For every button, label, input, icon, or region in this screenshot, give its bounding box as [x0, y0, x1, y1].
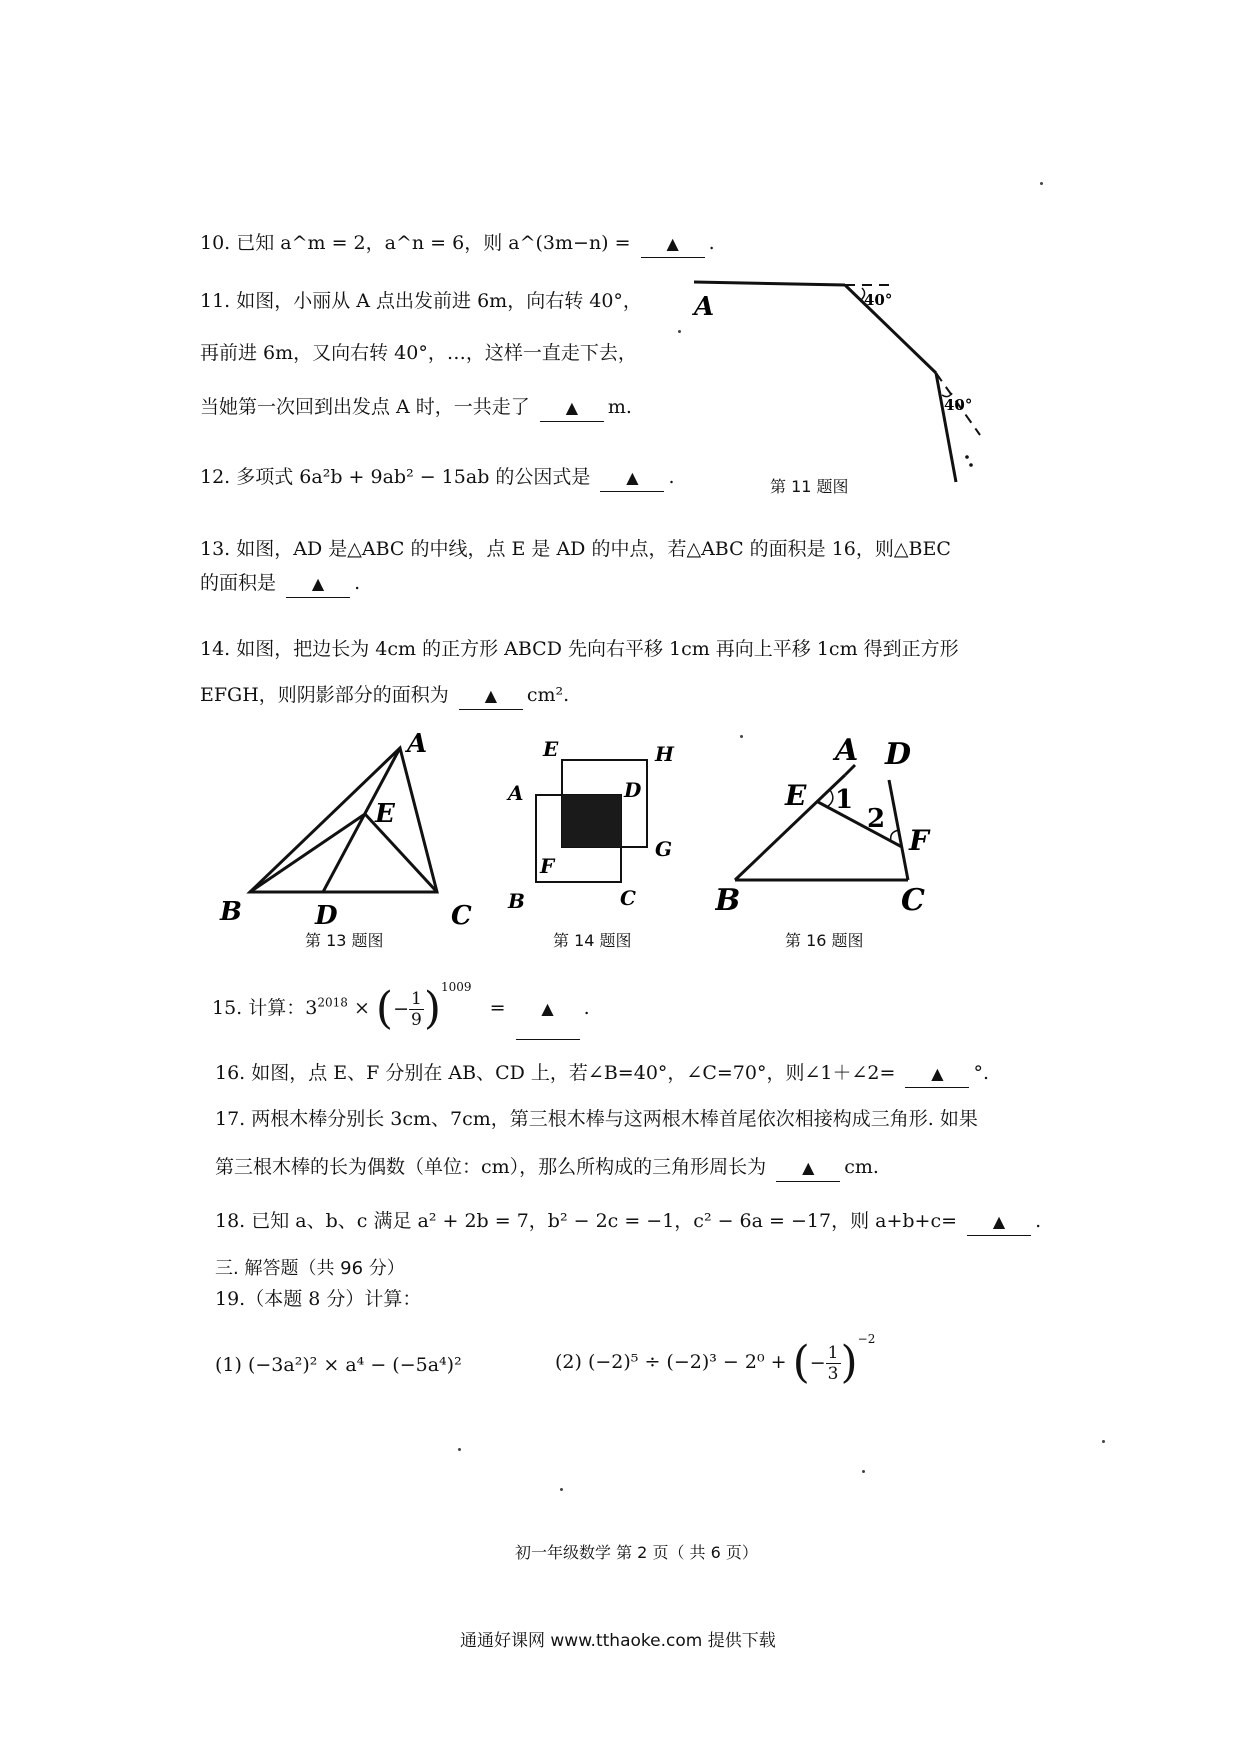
- answer-blank: ▲: [776, 1154, 840, 1182]
- question-11-line1: 11. 如图，小丽从 A 点出发前进 6m，向右转 40°，: [200, 290, 642, 312]
- fig13-label-e: E: [375, 799, 395, 829]
- question-17-line2: 第三根木棒的长为偶数（单位：cm），那么所构成的三角形周长为 ▲ cm.: [215, 1154, 879, 1182]
- figure-11: [680, 260, 990, 490]
- question-10: 10. 已知 a^m = 2，a^n = 6，则 a^(3m−n) = ▲ .: [200, 230, 715, 258]
- answer-blank: ▲: [641, 230, 705, 258]
- fig14-label-c: C: [620, 886, 636, 910]
- fraction: $\frac{1}{3}$: [827, 1342, 839, 1384]
- fig16-angle-2: 2: [867, 804, 886, 834]
- fig14-label-d: D: [624, 778, 642, 802]
- fig14-label-h: H: [655, 742, 674, 766]
- caption-fig16: 第 16 题图: [785, 931, 864, 950]
- section-heading: 三. 解答题（共 96 分）: [215, 1258, 405, 1279]
- question-18: 18. 已知 a、b、c 满足 a² + 2b = 7，b² − 2c = −1，c² − 6a = −17，则 a+b+c= ▲ .: [215, 1208, 1041, 1236]
- question-14-line2: EFGH，则阴影部分的面积为 ▲ cm².: [200, 682, 569, 710]
- fig11-angle-2: 40°: [944, 396, 973, 414]
- fig11-angle-1: 40°: [864, 291, 893, 309]
- fig16-label-d: D: [885, 737, 912, 772]
- fig16-label-f: F: [909, 824, 929, 857]
- watermark: 通通好课网 www.tthaoke.com 提供下载: [460, 1631, 776, 1651]
- question-16: 16. 如图，点 E、F 分别在 AB、CD 上，若∠B=40°，∠C=70°，则∠1＋∠2= ▲ °.: [215, 1060, 989, 1088]
- question-14-line1: 14. 如图，把边长为 4cm 的正方形 ABCD 先向右平移 1cm 再向上平移 1cm 得到正方形: [200, 638, 959, 660]
- page-footer: 初一年级数学 第 2 页（ 共 6 页）: [515, 1543, 758, 1562]
- fig16-label-e: E: [785, 779, 807, 812]
- answer-blank: ▲: [459, 682, 523, 710]
- answer-blank: ▲: [967, 1208, 1031, 1236]
- question-19-part-1: (1) (−3a²)² × a⁴ − (−5a⁴)²: [215, 1354, 462, 1376]
- question-13-line1: 13. 如图，AD 是△ABC 的中线，点 E 是 AD 的中点，若△ABC 的面积是 16，则△BEC: [200, 538, 951, 560]
- fig14-label-e: E: [543, 737, 559, 761]
- fig13-label-c: C: [451, 901, 472, 930]
- fig14-label-a: A: [508, 781, 524, 805]
- fig14-label-f: F: [540, 854, 555, 878]
- question-19-title: 19.（本题 8 分）计算：: [215, 1288, 422, 1310]
- caption-fig13: 第 13 题图: [305, 931, 384, 950]
- question-10-text: 10. 已知 a^m = 2，a^n = 6，则 a^(3m−n) =: [200, 232, 631, 254]
- question-11-line2: 再前进 6m，又向右转 40°，…，这样一直走下去，: [200, 342, 637, 364]
- fig13-label-a: A: [407, 730, 428, 759]
- caption-fig11: 第 11 题图: [770, 477, 849, 496]
- figure-13: [215, 730, 495, 930]
- answer-blank: ▲: [905, 1060, 969, 1088]
- figure-16: [715, 730, 955, 920]
- question-12: 12. 多项式 6a²b + 9ab² − 15ab 的公因式是 ▲ .: [200, 464, 675, 492]
- fig13-label-b: B: [220, 897, 242, 927]
- answer-blank: ▲: [540, 394, 604, 422]
- fig16-label-c: C: [901, 883, 925, 918]
- fig13-label-d: D: [315, 901, 338, 930]
- caption-fig14: 第 14 题图: [553, 931, 632, 950]
- answer-blank: ▲: [600, 464, 664, 492]
- figure-14: [500, 735, 700, 925]
- fig16-label-a: A: [835, 733, 859, 768]
- question-11-line3: 当她第一次回到出发点 A 时，一共走了 ▲ m.: [200, 394, 632, 422]
- fraction: $\frac{1}{9}$: [411, 988, 422, 1030]
- question-13-line2: 的面积是 ▲ .: [200, 570, 360, 598]
- fig14-label-g: G: [655, 837, 673, 861]
- fig14-label-b: B: [508, 889, 525, 913]
- answer-blank: ▲: [286, 570, 350, 598]
- question-15: 15. 计算：$3^{2018}$ × (− $\frac{1}{9}$ )$^{1009}$ = ▲ .: [212, 978, 590, 1040]
- question-19-part-2: (2) (−2)⁵ ÷ (−2)³ − 2⁰ + (− $\frac{1}{3}$ )$^{-2}$: [555, 1331, 876, 1388]
- fig16-label-b: B: [715, 883, 741, 918]
- fig11-label-a: A: [694, 292, 715, 322]
- question-17-line1: 17. 两根木棒分别长 3cm、7cm，第三根木棒与这两根木棒首尾依次相接构成三角形. 如果: [215, 1108, 978, 1130]
- answer-blank: ▲: [516, 978, 580, 1040]
- fig16-angle-1: 1: [835, 785, 854, 815]
